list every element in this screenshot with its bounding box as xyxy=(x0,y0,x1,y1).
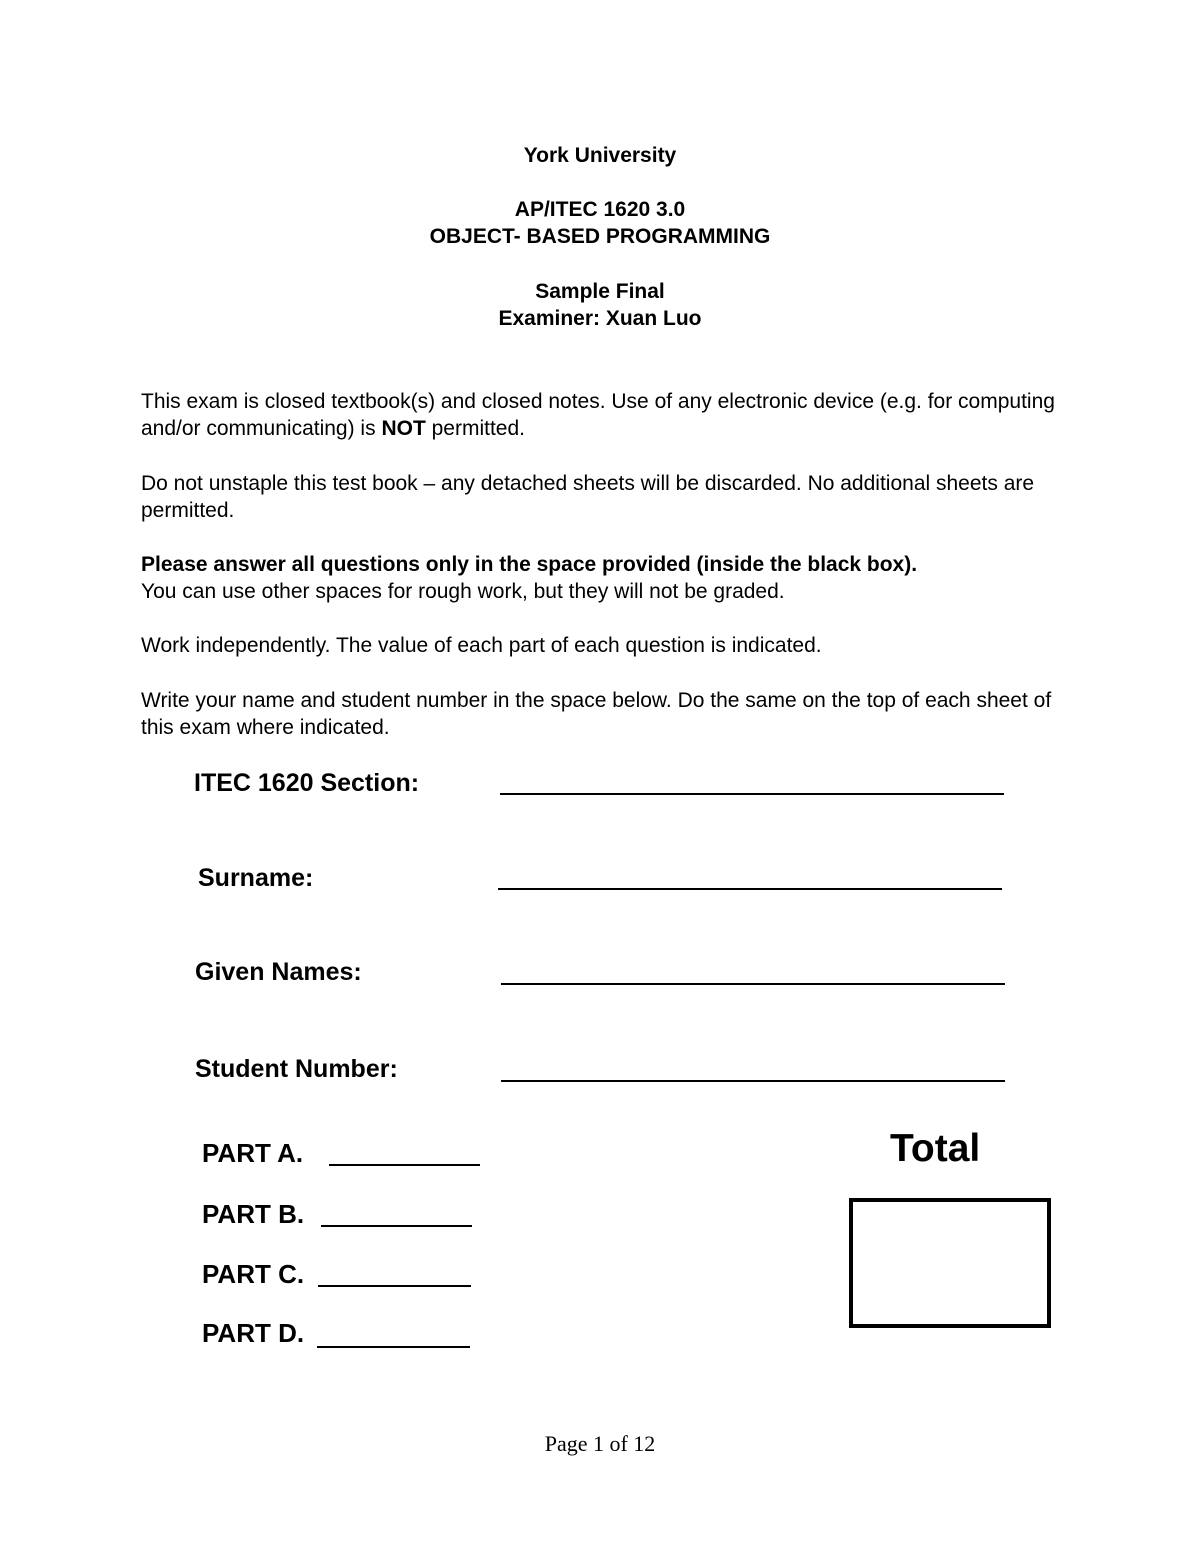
course-title: OBJECT- BASED PROGRAMMING xyxy=(429,225,771,248)
instruction-closed-book xyxy=(141,388,1071,442)
part-d-label: PART D. xyxy=(202,1318,305,1348)
instruction-unstaple: Do not unstaple this test book – any detached sheets will be discarded. No additional sheets are permitted. xyxy=(141,472,1035,522)
given-names-label: Given Names: xyxy=(195,958,362,986)
part-b-score-line[interactable] xyxy=(321,1225,472,1227)
instruction-closed-book-end: permitted. xyxy=(425,417,525,440)
surname-label: Surname: xyxy=(198,864,314,892)
instruction-not-emphasis: NOT xyxy=(381,417,426,440)
given-names-input-line[interactable] xyxy=(501,983,1005,985)
part-c-score-line[interactable] xyxy=(318,1285,471,1287)
instruction-closed-book-text: This exam is closed textbook(s) and closed notes. Use of any electronic device (e.g. for computing and/or communicating) is xyxy=(141,390,1055,440)
student-number-input-line[interactable] xyxy=(501,1080,1005,1082)
instruction-answer-space-bold: Please answer all questions only in the space provided (inside the black box). xyxy=(141,553,918,576)
section-input-line[interactable] xyxy=(500,793,1004,795)
page-number: Page 1 of 12 xyxy=(544,1431,656,1456)
surname-input-line[interactable] xyxy=(498,888,1002,890)
part-c-label: PART C. xyxy=(202,1259,305,1289)
total-score-box[interactable] xyxy=(849,1198,1051,1328)
student-number-label: Student Number: xyxy=(195,1055,398,1083)
instruction-work-independently: Work independently. The value of each part of each question is indicated. xyxy=(141,634,822,657)
course-code: AP/ITEC 1620 3.0 xyxy=(514,198,686,221)
part-d-score-line[interactable] xyxy=(317,1346,470,1348)
part-a-score-line[interactable] xyxy=(329,1164,480,1166)
university-name: York University xyxy=(523,144,677,167)
instruction-answer-space xyxy=(141,551,1071,605)
section-label: ITEC 1620 Section: xyxy=(194,769,420,797)
total-label: Total xyxy=(890,1127,981,1170)
part-a-label: PART A. xyxy=(202,1138,304,1168)
instruction-write-name: Write your name and student number in the space below. Do the same on the top of each sheet of this exam where indicated. xyxy=(141,689,1052,739)
part-b-label: PART B. xyxy=(202,1199,305,1229)
examiner: Examiner: Xuan Luo xyxy=(498,307,702,330)
exam-type: Sample Final xyxy=(535,280,665,303)
instruction-rough-work: You can use other spaces for rough work, but they will not be graded. xyxy=(141,580,785,603)
